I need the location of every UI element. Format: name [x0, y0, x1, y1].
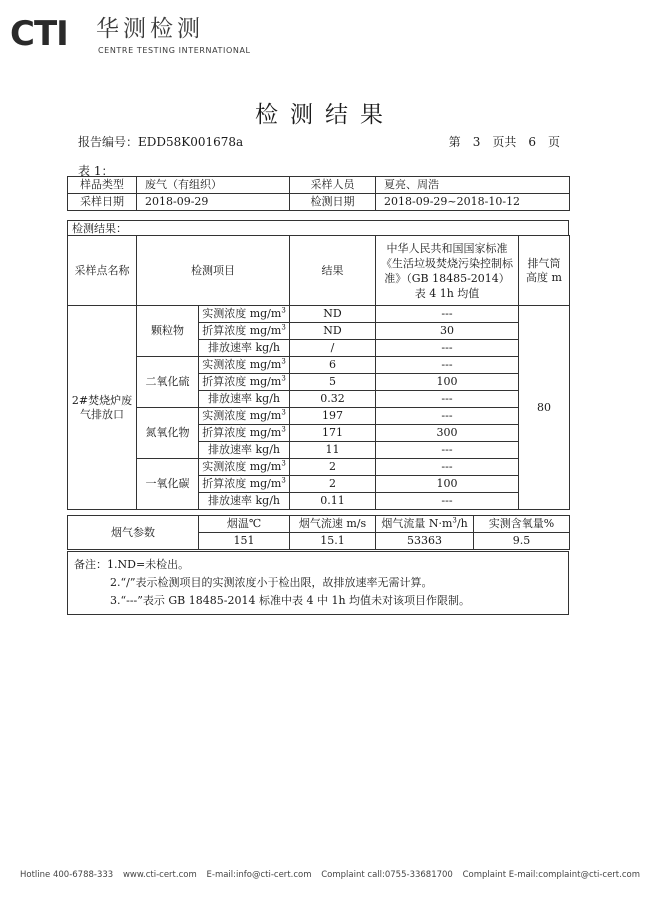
unit-sup: 3: [281, 306, 286, 315]
param-label: 实测浓度 mg/m: [202, 409, 282, 422]
limit-value: ---: [376, 493, 519, 510]
header-standard: [376, 236, 519, 306]
sampling-point: [68, 306, 137, 510]
unit-sup: 3: [281, 408, 286, 417]
param-label: 实测浓度 mg/m: [202, 358, 282, 371]
page-total: 6: [528, 135, 536, 149]
page-title: 检测结果: [255, 102, 395, 128]
footer-hotline: Hotline 400-6788-333: [20, 870, 114, 880]
result-value: 5: [290, 374, 376, 391]
report-number-label: 报告编号：: [78, 135, 139, 149]
table-row: [68, 177, 570, 194]
flow-label-text: 烟气流量 N·m: [381, 517, 453, 530]
param-label: 实测浓度 mg/m: [202, 460, 282, 473]
result-value: 6: [290, 357, 376, 374]
footer-complaint-call: Complaint call:0755-33681700: [321, 870, 453, 880]
height-line-2: 高度 m: [526, 270, 562, 284]
param-measured: [199, 357, 290, 374]
page-indicator: [443, 133, 566, 150]
page-footer: [20, 870, 640, 880]
result-value: 2: [290, 476, 376, 493]
notes-cell: [68, 552, 569, 615]
smoke-flow-value: 53363: [376, 533, 474, 550]
limit-value: 100: [376, 476, 519, 493]
unit-sup: 3: [281, 357, 286, 366]
table-row: [68, 194, 570, 211]
page-current: 3: [472, 135, 481, 149]
unit-sup: 3: [452, 516, 457, 525]
table-row: [68, 306, 570, 323]
standard-line-4: 表 4 1h 均值: [414, 286, 480, 300]
smoke-oxygen-label: 实测含氧量%: [474, 516, 570, 533]
logo-en-name: CENTRE TESTING INTERNATIONAL: [98, 46, 251, 55]
report-number: [78, 133, 243, 150]
sampler-label: 采样人员: [290, 177, 376, 194]
unit-sup: 3: [281, 425, 286, 434]
smoke-speed-value: 15.1: [290, 533, 376, 550]
limit-value: ---: [376, 459, 519, 476]
sampler-value: 夏亮、周浩: [376, 177, 570, 194]
param-rate: 排放速率 kg/h: [199, 340, 290, 357]
table-row: [68, 357, 570, 374]
flow-unit: /h: [456, 517, 468, 530]
unit-sup: 3: [281, 323, 286, 332]
page-suffix: 页: [547, 135, 560, 149]
header-point: 采样点名称: [68, 236, 137, 306]
test-date-value: 2018-09-29~2018-10-12: [376, 194, 570, 211]
param-measured: [199, 408, 290, 425]
pollutant-name: 颗粒物: [137, 306, 199, 357]
sample-date-value: 2018-09-29: [137, 194, 290, 211]
result-value: ND: [290, 323, 376, 340]
sample-date-label: 采样日期: [68, 194, 137, 211]
unit-sup: 3: [281, 459, 286, 468]
param-label: 折算浓度 mg/m: [202, 477, 282, 490]
param-rate: 排放速率 kg/h: [199, 493, 290, 510]
note-1: 1.ND=未检出。: [107, 558, 190, 571]
notes-first-line: [74, 556, 562, 574]
param-rate: 排放速率 kg/h: [199, 391, 290, 408]
unit-sup: 3: [281, 374, 286, 383]
notes-table: [67, 551, 569, 615]
table-header-row: [68, 236, 570, 306]
smoke-label: 烟气参数: [68, 516, 199, 550]
limit-value: ---: [376, 306, 519, 323]
table-row: [68, 516, 570, 533]
results-table: [67, 235, 570, 510]
pollutant-name: 氮氧化物: [137, 408, 199, 459]
limit-value: 100: [376, 374, 519, 391]
limit-value: ---: [376, 391, 519, 408]
limit-value: 300: [376, 425, 519, 442]
results-label: 检测结果：: [67, 220, 569, 235]
pollutant-name: 一氧化碳: [137, 459, 199, 510]
param-converted: [199, 374, 290, 391]
table-row: [68, 459, 570, 476]
company-logo: [10, 14, 251, 56]
footer-web: www.cti-cert.com: [122, 870, 197, 880]
unit-sup: 3: [281, 476, 286, 485]
limit-value: ---: [376, 442, 519, 459]
sampling-point-line-2: 气排放口: [80, 407, 124, 421]
result-value: ND: [290, 306, 376, 323]
header-result: 结果: [290, 236, 376, 306]
limit-value: ---: [376, 357, 519, 374]
param-rate: 排放速率 kg/h: [199, 442, 290, 459]
stack-height: 80: [519, 306, 570, 510]
notes-label: 备注：: [74, 558, 107, 571]
page-prefix: 第: [448, 135, 461, 149]
param-converted: [199, 476, 290, 493]
note-2: 2.“/”表示检测项目的实测浓度小于检出限，故排放速率无需计算。: [110, 576, 433, 589]
sample-type-label: 样品类型: [68, 177, 137, 194]
standard-line-1: 中华人民共和国国家标准: [386, 241, 508, 255]
logo-cn-name: 华测检测: [96, 16, 204, 42]
param-label: 折算浓度 mg/m: [202, 426, 282, 439]
note-3: 3.“---”表示 GB 18485-2014 标准中表 4 中 1h 均值未对该项目作限制。: [110, 594, 471, 607]
param-converted: [199, 323, 290, 340]
smoke-params-table: [67, 515, 570, 550]
smoke-oxygen-value: 9.5: [474, 533, 570, 550]
param-label: 折算浓度 mg/m: [202, 375, 282, 388]
sample-type-value: 废气（有组织）: [137, 177, 290, 194]
smoke-flow-label: [376, 516, 474, 533]
sampling-point-line-1: 2#焚烧炉废: [71, 393, 133, 407]
header-height: [519, 236, 570, 306]
standard-line-2: 《生活垃圾焚烧污染控制标: [381, 256, 513, 270]
footer-complaint-email: Complaint E-mail:complaint@cti-cert.com: [462, 870, 640, 880]
result-value: 197: [290, 408, 376, 425]
param-measured: [199, 306, 290, 323]
limit-value: ---: [376, 408, 519, 425]
height-line-1: 排气筒: [527, 256, 561, 270]
smoke-temp-value: 151: [199, 533, 290, 550]
limit-value: ---: [376, 340, 519, 357]
report-number-value: EDD58K001678a: [138, 135, 244, 149]
footer-email: E-mail:info@cti-cert.com: [206, 870, 312, 880]
param-measured: [199, 459, 290, 476]
test-date-label: 检测日期: [290, 194, 376, 211]
smoke-speed-label: 烟气流速 m/s: [290, 516, 376, 533]
param-label: 折算浓度 mg/m: [202, 324, 282, 337]
result-value: 0.11: [290, 493, 376, 510]
pollutant-name: 二氧化硫: [137, 357, 199, 408]
smoke-temp-label: 烟温℃: [199, 516, 290, 533]
header-item: 检测项目: [137, 236, 290, 306]
logo-brand: CTI: [10, 14, 68, 54]
standard-line-3: 准》（GB 18485-2014）: [384, 271, 510, 285]
result-value: 2: [290, 459, 376, 476]
sample-info-table: [67, 176, 570, 211]
table-row: [68, 552, 569, 615]
page-middle: 页共: [492, 135, 517, 149]
result-value: /: [290, 340, 376, 357]
table-row: [68, 408, 570, 425]
limit-value: 30: [376, 323, 519, 340]
result-value: 0.32: [290, 391, 376, 408]
table-label: 表 1：: [78, 164, 114, 178]
result-value: 171: [290, 425, 376, 442]
result-value: 11: [290, 442, 376, 459]
param-converted: [199, 425, 290, 442]
param-label: 实测浓度 mg/m: [202, 307, 282, 320]
